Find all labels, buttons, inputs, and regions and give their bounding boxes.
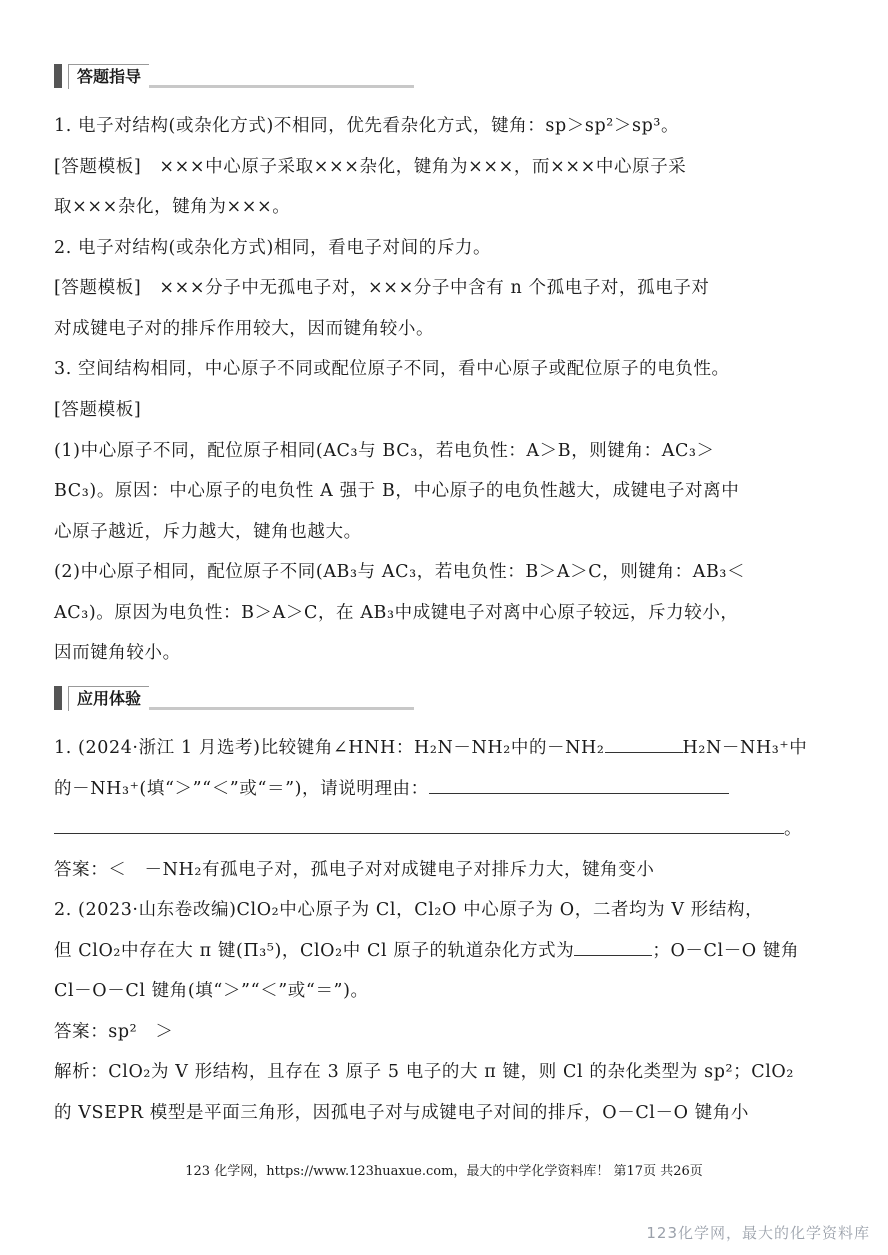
watermark: 123化学网，最大的化学资料库 — [646, 1224, 870, 1242]
q1-reason-blank[interactable] — [429, 775, 729, 794]
guide-line-7: 3. 空间结构相同，中心原子不同或配位原子不同，看中心原子或配位原子的电负性。 — [54, 359, 730, 379]
guide-line-1: 1. 电子对结构(或杂化方式)不相同，优先看杂化方式，键角：sp＞sp²＞sp³。 — [54, 116, 680, 136]
q2-text-b1: 但 ClO₂中存在大 π 键(Π₃⁵)，ClO₂中 Cl 原子的轨道杂化方式为 — [54, 941, 575, 961]
q1-line-2 — [54, 775, 729, 800]
q1-text-c: 的－NH₃⁺(填“＞”“＜”或“＝”)，请说明理由： — [54, 779, 429, 799]
guide-line-5: [答题模板] ×××分子中无孤电子对，×××分子中含有 n 个孤电子对，孤电子对 — [54, 278, 710, 298]
guide-line-2: [答题模板] ×××中心原子采取×××杂化，键角为×××，而×××中心原子采 — [54, 157, 687, 177]
q2-line-2 — [54, 937, 799, 962]
guide-line-9: (1)中心原子不同，配位原子相同(AC₃与 BC₃，若电负性：A＞B，则键角：AC₃＞ — [54, 441, 715, 461]
q2-explanation-2: 的 VSEPR 模型是平面三角形，因孤电子对与成键电子对间的排斥，O－Cl－O 键角小 — [54, 1103, 750, 1123]
section-marker — [54, 64, 62, 88]
q1-blank-1[interactable] — [605, 734, 683, 753]
q2-line-3: Cl－O－Cl 键角(填“＞”“＜”或“＝”)。 — [54, 981, 369, 1001]
guide-line-6: 对成键电子对的排斥作用较大，因而键角较小。 — [54, 319, 435, 339]
q1-text-d: 。 — [784, 819, 803, 839]
guide-line-3: 取×××杂化，键角为×××。 — [54, 197, 291, 217]
q1-answer: 答案：＜ －NH₂有孤电子对，孤电子对对成键电子对排斥力大，键角变小 — [54, 860, 655, 880]
q2-text-b2: ；O－Cl－O 键角 — [652, 941, 800, 961]
guide-line-12: (2)中心原子相同，配位原子不同(AB₃与 AC₃，若电负性：B＞A＞C，则键角：AB₃＜ — [54, 562, 746, 582]
guide-line-8: [答题模板] — [54, 400, 142, 420]
guide-line-13: AC₃)。原因为电负性：B＞A＞C，在 AB₃中成键电子对离中心原子较远，斥力较小， — [54, 603, 739, 623]
q1-line-1 — [54, 734, 807, 759]
section-header-practice — [54, 686, 414, 710]
guide-line-10: BC₃)。原因：中心原子的电负性 A 强于 B，中心原子的电负性越大，成键电子对离中 — [54, 481, 740, 501]
section-title: 答题指导 — [68, 64, 149, 89]
q2-explanation-1: 解析：ClO₂为 V 形结构，且存在 3 原子 5 电子的大 π 键，则 Cl 的杂化类型为 sp²；ClO₂ — [54, 1062, 794, 1082]
q2-line-1: 2. (2023·山东卷改编)ClO₂中心原子为 Cl，Cl₂O 中心原子为 O，二者均为 V 形结构， — [54, 900, 764, 920]
q2-blank-hybrid[interactable] — [574, 937, 652, 956]
section-title: 应用体验 — [68, 686, 149, 711]
q2-answer: 答案：sp² ＞ — [54, 1022, 174, 1042]
page-footer: 123 化学网，https://www.123huaxue.com，最大的中学化学资料库！ 第17页 共26页 — [185, 1164, 703, 1179]
q1-text-a: 1. (2024·浙江 1 月选考)比较键角∠HNH：H₂N－NH₂中的－NH₂ — [54, 738, 605, 758]
section-header-guide — [54, 64, 414, 88]
guide-line-14: 因而键角较小。 — [54, 643, 181, 663]
guide-line-11: 心原子越近，斥力越大，键角也越大。 — [54, 522, 362, 542]
q1-text-b: H₂N－NH₃⁺中 — [682, 738, 808, 758]
section-marker — [54, 686, 62, 710]
q1-reason-blank-2[interactable] — [54, 815, 784, 834]
guide-line-4: 2. 电子对结构(或杂化方式)相同，看电子对间的斥力。 — [54, 238, 492, 258]
q1-line-3 — [54, 815, 802, 840]
